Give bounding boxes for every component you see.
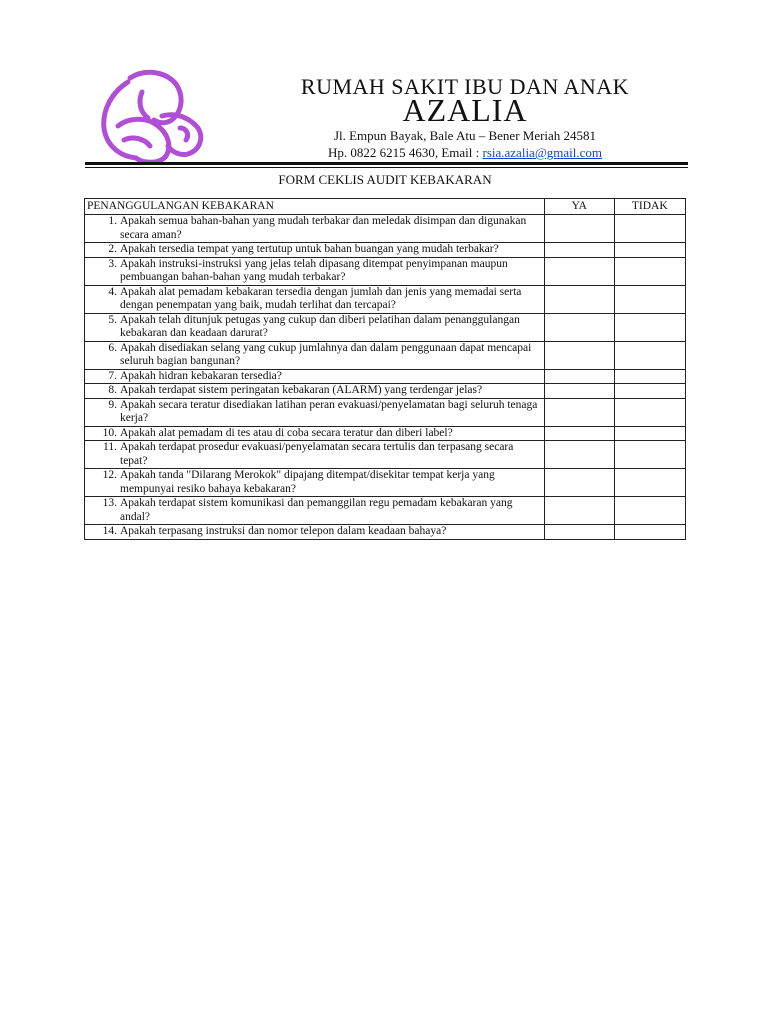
yes-check-cell[interactable]	[545, 285, 614, 313]
yes-check-cell[interactable]	[545, 257, 614, 285]
phone-text: Hp. 0822 6215 4630, Email :	[327, 145, 483, 160]
hospital-logo	[88, 66, 220, 166]
yes-check-cell[interactable]	[545, 426, 614, 441]
question-text: Apakah semua bahan-bahan yang mudah terbakar dan meledak disimpan dan digunakan secara aman?	[120, 215, 527, 241]
question-number: 8.	[108, 384, 117, 396]
question-number: 13.	[102, 497, 117, 509]
hospital-type: RUMAH SAKIT IBU DAN ANAK	[300, 74, 630, 99]
no-check-cell[interactable]	[614, 384, 686, 399]
table-row	[85, 341, 686, 369]
question-cell	[85, 525, 545, 540]
table-row	[85, 426, 686, 441]
yes-check-cell[interactable]	[545, 441, 614, 469]
question-text: Apakah terdapat sistem komunikasi dan pemanggilan regu pemadam kebakaran yang andal?	[120, 497, 513, 523]
question-cell	[85, 398, 545, 426]
column-header-no: TIDAK	[614, 199, 686, 215]
question-number: 6.	[108, 341, 117, 354]
no-check-cell[interactable]	[614, 215, 686, 243]
no-check-cell[interactable]	[614, 341, 686, 369]
column-header-question: PENANGGULANGAN KEBAKARAN	[85, 199, 545, 215]
no-check-cell[interactable]	[614, 369, 686, 384]
question-text: Apakah instruksi-instruksi yang jelas telah dipasang ditempat penyimpanan maupun pembuangan bahan-bahan yang mudah terbakar?	[120, 257, 508, 283]
no-check-cell[interactable]	[614, 469, 686, 497]
table-row	[85, 384, 686, 399]
question-number: 4.	[108, 285, 117, 298]
no-check-cell[interactable]	[614, 525, 686, 540]
email-link[interactable]: rsia.azalia@gmail.com	[482, 145, 603, 160]
no-check-cell[interactable]	[614, 398, 686, 426]
question-text: Apakah terdapat prosedur evakuasi/penyelamatan secara tertulis dan terpasang secara tepat?	[120, 441, 514, 467]
question-cell	[85, 469, 545, 497]
question-cell	[85, 215, 545, 243]
question-cell	[85, 313, 545, 341]
table-row	[85, 497, 686, 525]
question-text: Apakah secara teratur disediakan latihan peran evakuasi/penyelamatan bagi seluruh tenaga kerja?	[120, 398, 538, 424]
yes-check-cell[interactable]	[545, 341, 614, 369]
no-check-cell[interactable]	[614, 285, 686, 313]
question-cell	[85, 341, 545, 369]
question-text: Apakah alat pemadam di tes atau di coba secara teratur dan diberi label?	[120, 426, 453, 439]
table-row	[85, 369, 686, 384]
table-row	[85, 215, 686, 243]
question-text: Apakah disediakan selang yang cukup jumlahnya dan dalam penggunaan dapat mencapai seluruh bagian bangunan?	[120, 341, 532, 367]
question-text: Apakah alat pemadam kebakaran tersedia dengan jumlah dan jenis yang memadai serta dengan penempatan yang baik, mudah terlihat dan tercapai?	[120, 285, 522, 311]
table-row	[85, 469, 686, 497]
question-cell	[85, 243, 545, 258]
yes-check-cell[interactable]	[545, 525, 614, 540]
yes-check-cell[interactable]	[545, 398, 614, 426]
no-check-cell[interactable]	[614, 497, 686, 525]
question-text: Apakah hidran kebakaran tersedia?	[120, 369, 282, 382]
question-number: 5.	[108, 313, 117, 326]
table-row	[85, 441, 686, 469]
yes-check-cell[interactable]	[545, 469, 614, 497]
header-rule-thick	[85, 162, 688, 165]
question-cell	[85, 257, 545, 285]
table-row	[85, 525, 686, 540]
no-check-cell[interactable]	[614, 313, 686, 341]
table-row	[85, 398, 686, 426]
yes-check-cell[interactable]	[545, 384, 614, 399]
hospital-address: Jl. Empun Bayak, Bale Atu – Bener Meriah 24581	[333, 128, 597, 143]
table-row	[85, 313, 686, 341]
question-cell	[85, 497, 545, 525]
header-rule-thin	[85, 167, 688, 168]
form-title: FORM CEKLIS AUDIT KEBAKARAN	[278, 172, 492, 187]
question-number: 2.	[108, 243, 117, 255]
hospital-contact	[240, 145, 690, 161]
question-number: 7.	[108, 369, 117, 382]
table-header-row	[85, 199, 686, 215]
question-cell	[85, 426, 545, 441]
yes-check-cell[interactable]	[545, 215, 614, 243]
question-text: Apakah tanda "Dilarang Merokok" dipajang ditempat/disekitar tempat kerja yang mempunyai resiko bahaya kebakaran?	[120, 469, 495, 495]
yes-check-cell[interactable]	[545, 313, 614, 341]
question-number: 3.	[108, 257, 117, 270]
question-number: 14.	[102, 525, 117, 537]
question-number: 11.	[103, 441, 117, 453]
yes-check-cell[interactable]	[545, 369, 614, 384]
no-check-cell[interactable]	[614, 441, 686, 469]
question-cell	[85, 384, 545, 399]
yes-check-cell[interactable]	[545, 243, 614, 258]
question-cell	[85, 441, 545, 469]
audit-checklist-table	[84, 198, 686, 540]
question-text: Apakah terdapat sistem peringatan kebakaran (ALARM) yang terdengar jelas?	[120, 384, 483, 396]
question-cell	[85, 369, 545, 384]
table-row	[85, 285, 686, 313]
question-number: 12.	[102, 469, 117, 481]
question-text: Apakah tersedia tempat yang tertutup untuk bahan buangan yang mudah terbakar?	[120, 243, 499, 255]
question-cell	[85, 285, 545, 313]
table-row	[85, 257, 686, 285]
question-text: Apakah terpasang instruksi dan nomor telepon dalam keadaan bahaya?	[120, 525, 447, 537]
question-number: 9.	[108, 398, 117, 411]
question-text: Apakah telah ditunjuk petugas yang cukup dan diberi pelatihan dalam penanggulangan kebakaran dan keadaan darurat?	[120, 313, 520, 339]
column-header-yes: YA	[545, 199, 614, 215]
no-check-cell[interactable]	[614, 257, 686, 285]
no-check-cell[interactable]	[614, 243, 686, 258]
hospital-name: AZALIA	[402, 92, 528, 128]
table-row	[85, 243, 686, 258]
no-check-cell[interactable]	[614, 426, 686, 441]
question-number: 1.	[108, 215, 117, 227]
question-number: 10.	[102, 426, 117, 439]
yes-check-cell[interactable]	[545, 497, 614, 525]
